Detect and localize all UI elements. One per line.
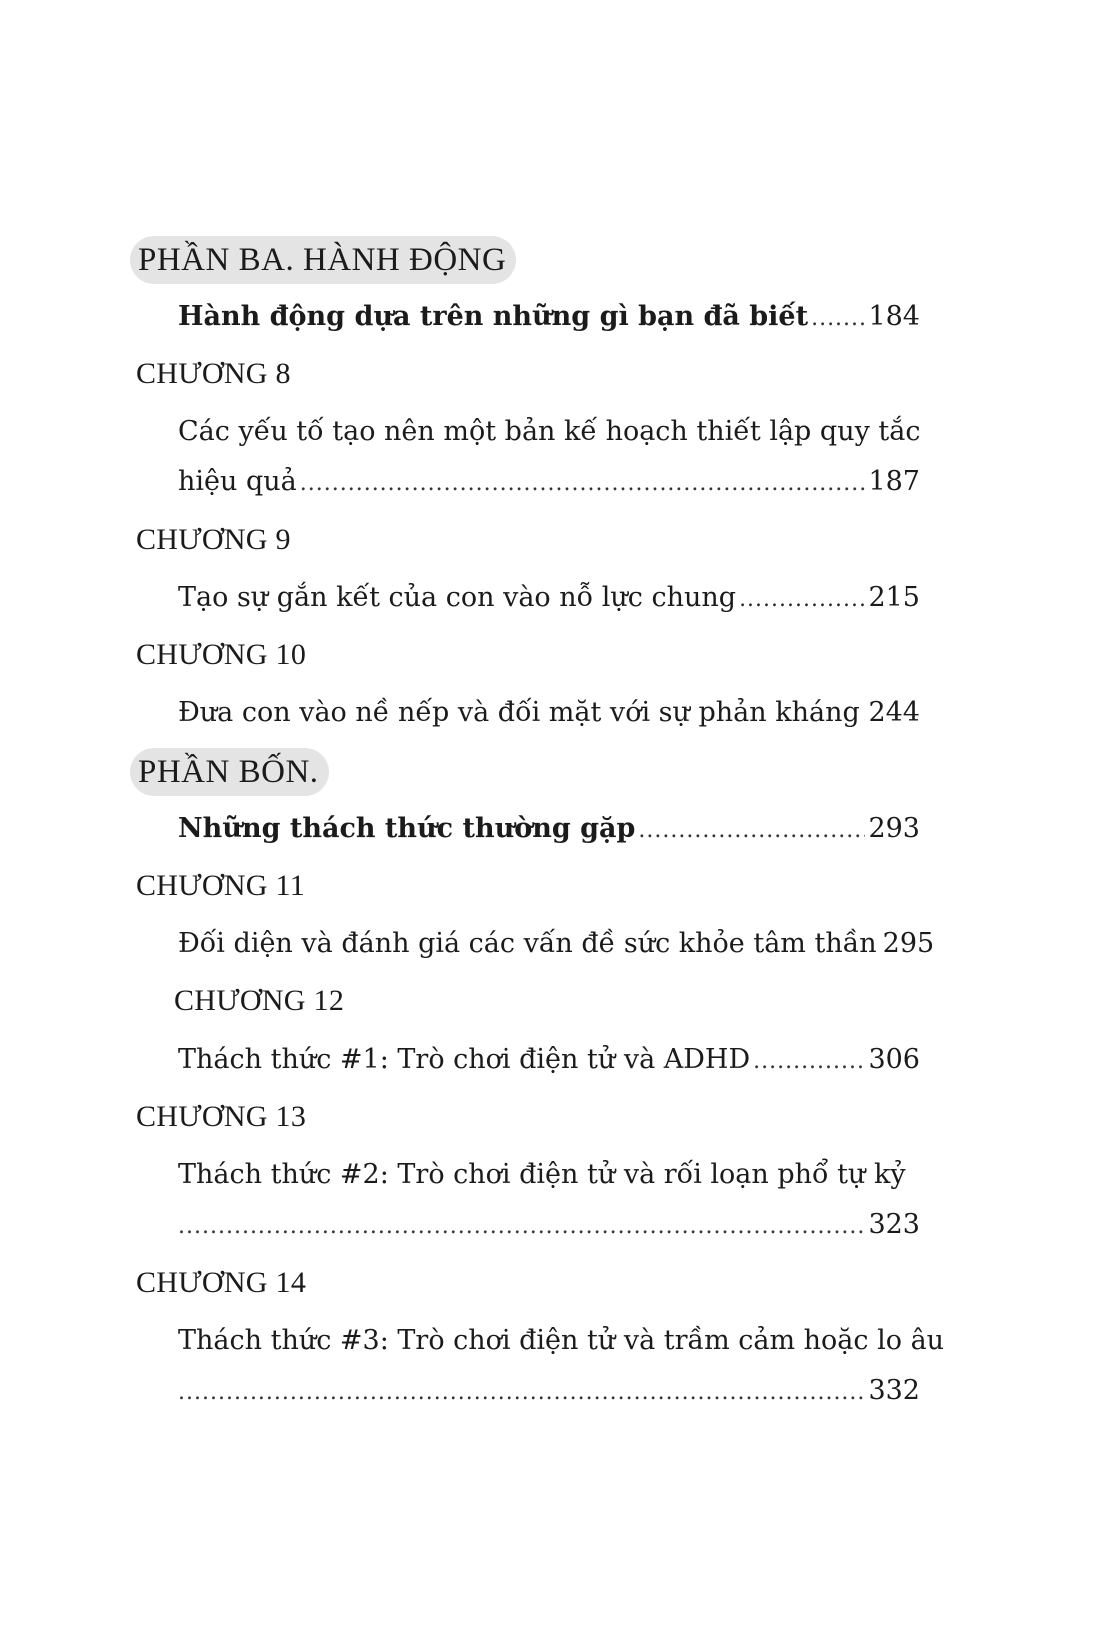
- toc-entry-part-four-intro[interactable]: [178, 809, 920, 849]
- toc-entry-chapter-11[interactable]: [178, 924, 935, 964]
- chapter-9-label: CHƯƠNG 9: [136, 523, 291, 556]
- entry-title: hiệu quả: [178, 466, 297, 497]
- toc-entry-chapter-8[interactable]: [178, 462, 920, 502]
- page-number: 187: [868, 466, 920, 497]
- chapter-14-label: CHƯƠNG 14: [136, 1266, 307, 1299]
- dot-leader: [739, 580, 865, 620]
- chapter-12-label: CHƯƠNG 12: [174, 984, 345, 1017]
- page-number: 184: [868, 301, 920, 332]
- chapter-10-label: CHƯƠNG 10: [136, 638, 307, 671]
- chapter-13-label: CHƯƠNG 13: [136, 1100, 307, 1133]
- dot-leader: [863, 695, 866, 735]
- toc-entry-chapter-12[interactable]: [178, 1040, 920, 1080]
- chapter-8-label: CHƯƠNG 8: [136, 357, 291, 390]
- page-number: 306: [868, 1044, 920, 1075]
- dot-leader: [811, 299, 865, 339]
- chapter-8-title-line1[interactable]: Các yếu tố tạo nên một bản kế hoạch thiết lập quy tắc: [178, 416, 921, 447]
- entry-title: Thách thức #1: Trò chơi điện tử và ADHD: [178, 1044, 751, 1075]
- toc-entry-chapter-10[interactable]: [178, 693, 920, 733]
- toc-entry-part-three-intro[interactable]: [178, 297, 920, 337]
- entry-title: Tạo sự gắn kết của con vào nỗ lực chung: [178, 582, 737, 613]
- entry-title: Hành động dựa trên những gì bạn đã biết: [178, 301, 809, 332]
- chapter-11-label: CHƯƠNG 11: [136, 869, 306, 902]
- toc-entry-chapter-14[interactable]: [178, 1371, 920, 1411]
- part-three-heading: PHẦN BA. HÀNH ĐỘNG: [130, 236, 516, 284]
- dot-leader: [178, 1207, 865, 1247]
- entry-title: Đối diện và đánh giá các vấn đề sức khỏe tâm thần: [178, 928, 877, 959]
- dot-leader: [178, 1373, 865, 1413]
- chapter-13-title[interactable]: Thách thức #2: Trò chơi điện tử và rối loạn phổ tự kỷ: [178, 1159, 906, 1190]
- chapter-14-title[interactable]: Thách thức #3: Trò chơi điện tử và trầm cảm hoặc lo âu: [178, 1325, 945, 1356]
- entry-title: Những thách thức thường gặp: [178, 813, 636, 844]
- dot-leader: [753, 1042, 865, 1082]
- page-number: 323: [868, 1209, 920, 1240]
- page-number: 244: [868, 697, 920, 728]
- toc-entry-chapter-13[interactable]: [178, 1205, 920, 1245]
- part-four-heading: PHẦN BỐN.: [130, 748, 329, 796]
- dot-leader: [300, 464, 866, 504]
- entry-title: Đưa con vào nề nếp và đối mặt với sự phản kháng: [178, 697, 860, 728]
- page-number: 295: [882, 928, 935, 959]
- page-number: 332: [868, 1375, 920, 1406]
- page-number: 293: [868, 813, 920, 844]
- toc-entry-chapter-9[interactable]: [178, 578, 920, 618]
- page-number: 215: [868, 582, 920, 613]
- dot-leader: [638, 811, 865, 851]
